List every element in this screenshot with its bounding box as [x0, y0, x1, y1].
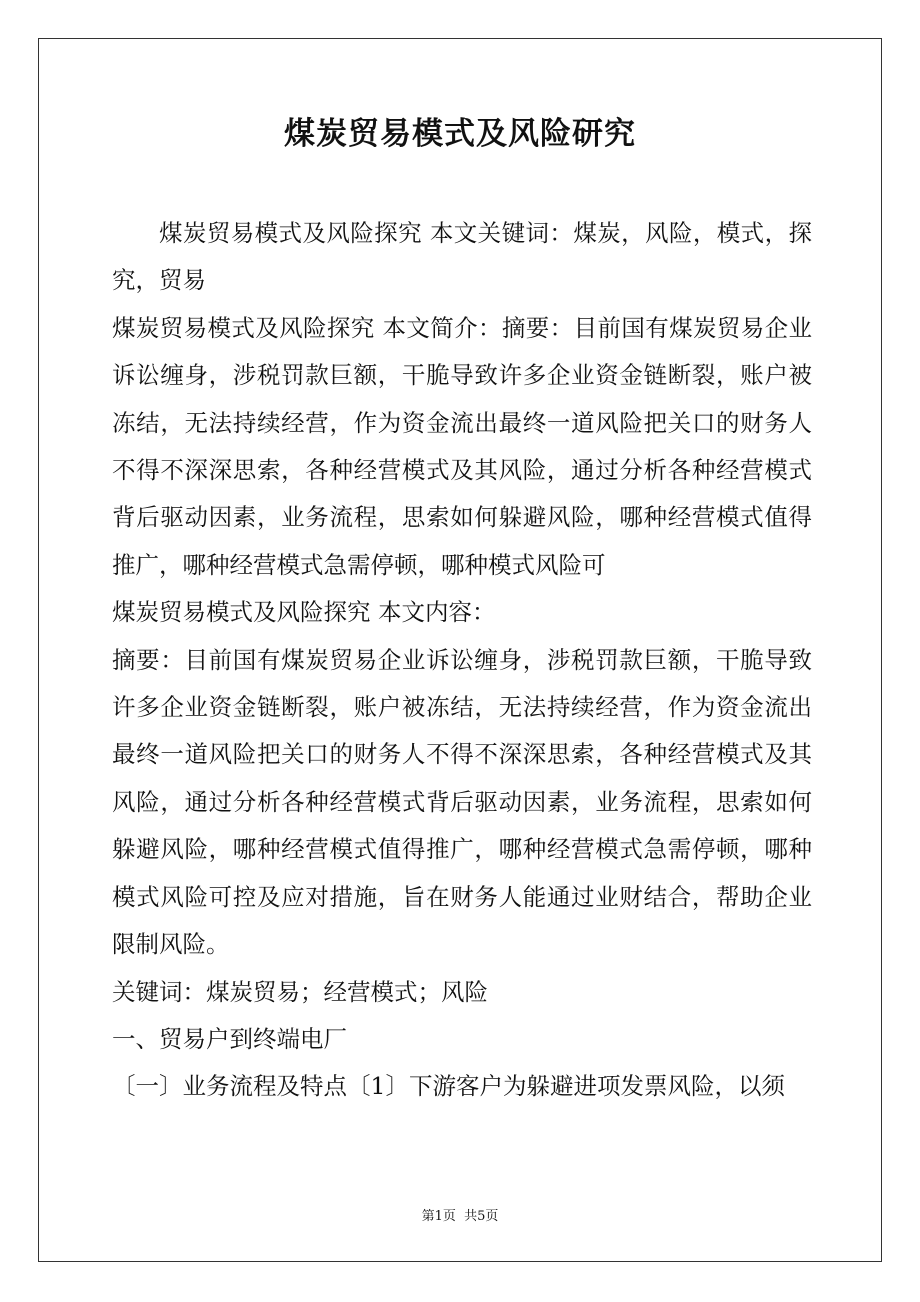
- paragraph-process: 〔一〕业务流程及特点〔1〕下游客户为躲避进项发票风险，以须: [112, 1072, 785, 1101]
- paragraph-keywords: 关键词：煤炭贸易；经营模式；风险: [112, 977, 488, 1006]
- page-number: 第1页: [421, 1209, 456, 1224]
- section-heading-1: 一、贸易户到终端电厂: [112, 1024, 347, 1053]
- page-footer: [0, 1208, 920, 1226]
- paragraph-summary: 煤炭贸易模式及风险探究 本文简介：摘要：目前国有煤炭贸易企业诉讼缠身，涉税罚款巨额，干脆导致许多企业资金链断裂，账户被冻结，无法持续经营，作为资金流出最终一道风险把关口的财务人不得不深深思索，各种经营模式及其风险，通过分析各种经营模式背后驱动因素，业务流程，思索如何躲避风险，哪种经营模式值得推广，哪种经营模式急需停顿，哪种模式风险可: [112, 313, 812, 579]
- paragraph-abstract: 摘要：目前国有煤炭贸易企业诉讼缠身，涉税罚款巨额，干脆导致许多企业资金链断裂，账户被冻结，无法持续经营，作为资金流出最终一道风险把关口的财务人不得不深深思索，各种经营模式及其风险，通过分析各种经营模式背后驱动因素，业务流程，思索如何躲避风险，哪种经营模式值得推广，哪种经营模式急需停顿，哪种模式风险可控及应对措施，旨在财务人能通过业财结合，帮助企业限制风险。: [112, 645, 812, 959]
- document-title: 煤炭贸易模式及风险研究: [284, 116, 636, 152]
- paragraph-content-heading: 煤炭贸易模式及风险探究 本文内容：: [112, 598, 496, 627]
- page-total: 共5页: [464, 1209, 499, 1224]
- document-body: [112, 210, 812, 1111]
- paragraph-keywords-intro: 煤炭贸易模式及风险探究 本文关键词：煤炭，风险，模式，探究，贸易: [112, 219, 812, 295]
